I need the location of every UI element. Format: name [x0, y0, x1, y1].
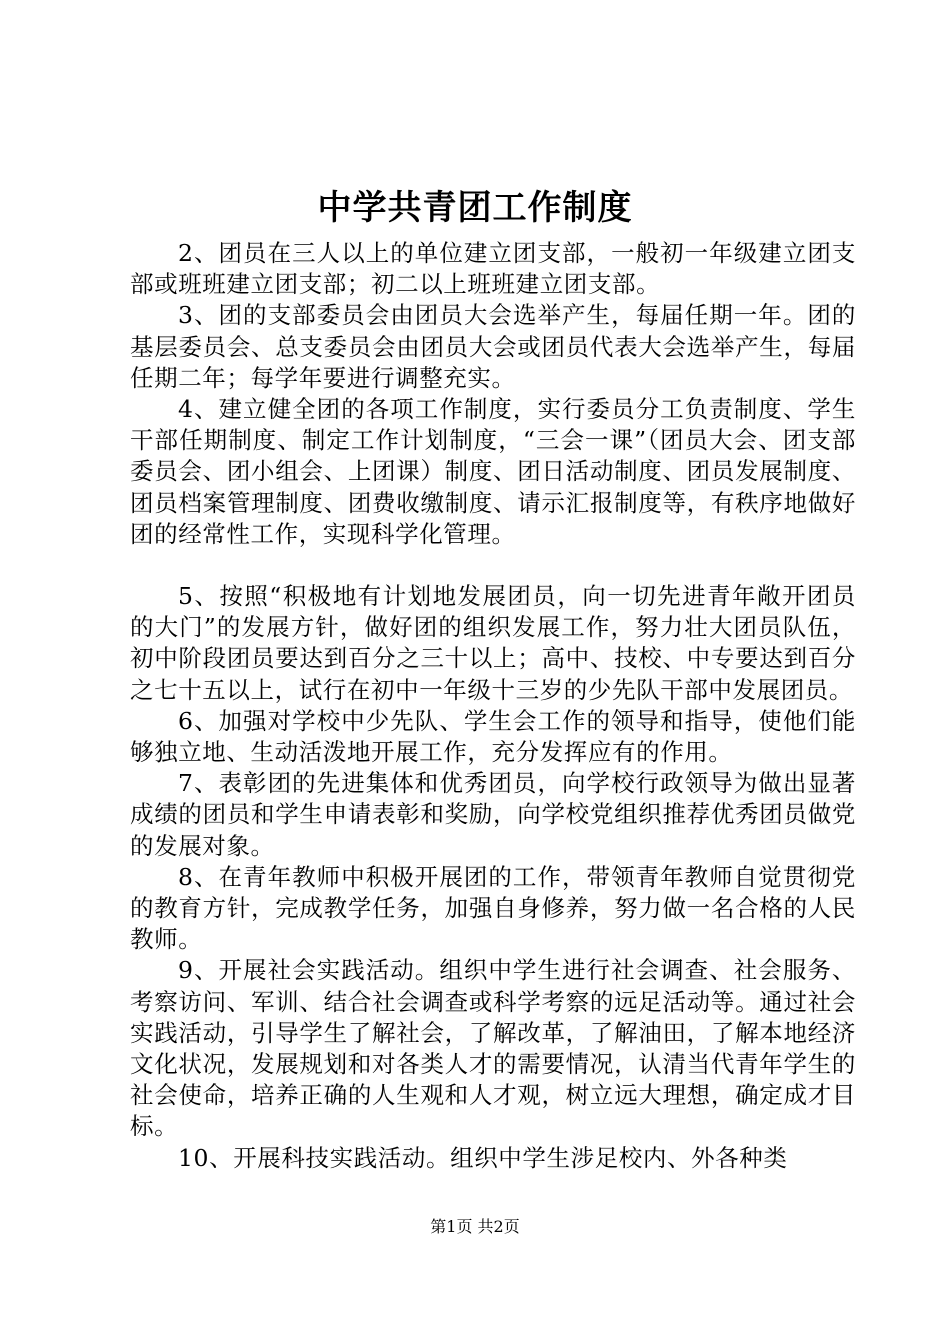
paragraph-3: 3、团的支部委员会由团员大会选举产生，每届任期一年。团的基层委员会、总支委员会由团员大会或团员代表大会选举产生，每届任期二年；每学年要进行调整充实。: [130, 301, 856, 392]
document-body: [130, 238, 856, 1174]
paragraph-2: 2、团员在三人以上的单位建立团支部，一般初一年级建立团支部或班班建立团支部；初二以上班班建立团支部。: [130, 239, 856, 299]
paragraph-4: 4、建立健全团的各项工作制度，实行委员分工负责制度、学生干部任期制度、制定工作计划制度，“三会一课”（团员大会、团支部委员会、团小组会、上团课）制度、团日活动制度、团员发展制度、团员档案管理制度、团费收缴制度、请示汇报制度等，有秩序地做好团的经常性工作，实现科学化管理。: [130, 395, 856, 548]
paragraph-7: 7、表彰团的先进集体和优秀团员，向学校行政领导为做出显著成绩的团员和学生申请表彰和奖励，向学校党组织推荐优秀团员做党的发展对象。: [130, 769, 856, 860]
paragraph-5: 5、按照“积极地有计划地发展团员，向一切先进青年敞开团员的大门”的发展方针，做好团的组织发展工作，努力壮大团员队伍，初中阶段团员要达到百分之三十以上；高中、技校、中专要达到百分之七十五以上，试行在初中一年级十三岁的少先队干部中发展团员。: [130, 582, 856, 704]
paragraph-10: 10、开展科技实践活动。组织中学生涉足校内、外各种类: [178, 1143, 788, 1172]
paragraph-9: 9、开展社会实践活动。组织中学生进行社会调查、社会服务、考察访问、军训、结合社会调查或科学考察的远足活动等。通过社会实践活动，引导学生了解社会，了解改革，了解油田，了解本地经济文化状况，发展规划和对各类人才的需要情况，认清当代青年学生的社会使命，培养正确的人生观和人才观，树立远大理想，确定成才目标。: [130, 956, 856, 1141]
document-title: 中学共青团工作制度: [317, 188, 633, 228]
paragraph-6: 6、加强对学校中少先队、学生会工作的领导和指导，使他们能够独立地、生动活泼地开展工作，充分发挥应有的作用。: [130, 706, 856, 767]
page-footer: 第1页 共2页: [430, 1217, 520, 1236]
paragraph-8: 8、在青年教师中积极开展团的工作，带领青年教师自觉贯彻党的教育方针，完成教学任务，加强自身修养，努力做一名合格的人民教师。: [130, 862, 856, 954]
